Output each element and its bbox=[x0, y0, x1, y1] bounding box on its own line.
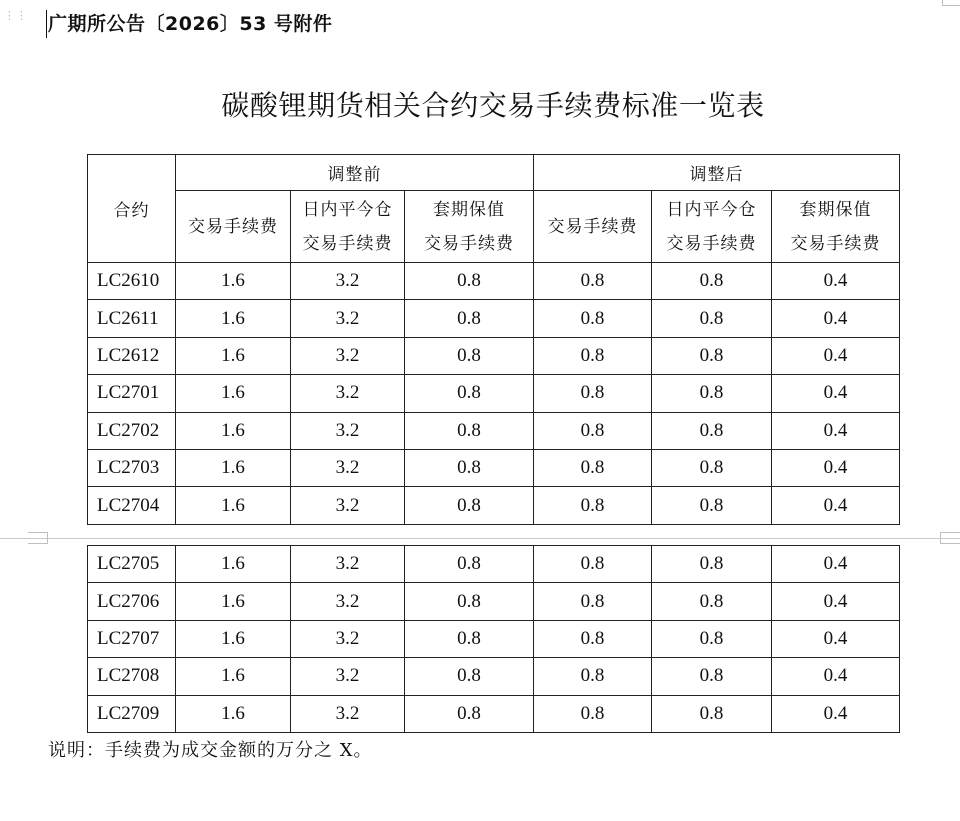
table-row bbox=[88, 487, 900, 524]
fee-cell: 0.8 bbox=[652, 375, 772, 412]
fee-cell: 0.8 bbox=[534, 263, 652, 300]
fee-cell: 1.6 bbox=[176, 375, 291, 412]
contract-cell: LC2705 bbox=[88, 546, 176, 583]
group-header-after: 调整后 bbox=[534, 155, 900, 191]
fee-cell: 0.8 bbox=[534, 375, 652, 412]
fee-cell: 0.8 bbox=[534, 658, 652, 695]
fee-cell: 0.8 bbox=[534, 300, 652, 337]
table-row bbox=[88, 412, 900, 449]
col-header-line2: 交易手续费 bbox=[424, 233, 514, 254]
fee-cell: 1.6 bbox=[176, 695, 291, 732]
page-break-mark-left bbox=[28, 532, 48, 544]
table-row bbox=[88, 337, 900, 374]
document-header: 广期所公告〔2026〕53 号附件 bbox=[48, 13, 333, 35]
col-header-after-0 bbox=[534, 191, 652, 263]
fee-cell: 0.8 bbox=[405, 546, 534, 583]
table-row bbox=[88, 546, 900, 583]
fee-cell: 0.4 bbox=[772, 300, 900, 337]
fee-cell: 0.8 bbox=[652, 263, 772, 300]
contract-cell: LC2612 bbox=[88, 337, 176, 374]
fee-cell: 1.6 bbox=[176, 487, 291, 524]
col-header-line2: 交易手续费 bbox=[302, 233, 393, 254]
fee-cell: 0.8 bbox=[405, 620, 534, 657]
drag-handle-icon[interactable]: ⋮⋮ bbox=[4, 9, 28, 22]
fee-cell: 0.8 bbox=[534, 620, 652, 657]
fee-cell: 0.4 bbox=[772, 546, 900, 583]
fee-cell: 3.2 bbox=[291, 449, 405, 486]
fee-cell: 0.8 bbox=[405, 337, 534, 374]
col-header-line1: 日内平今仓 bbox=[666, 199, 757, 220]
fee-cell: 0.8 bbox=[652, 695, 772, 732]
col-header-before-2 bbox=[405, 191, 534, 263]
fee-cell: 0.8 bbox=[652, 546, 772, 583]
table-row bbox=[88, 375, 900, 412]
fee-cell: 3.2 bbox=[291, 300, 405, 337]
contract-cell: LC2709 bbox=[88, 695, 176, 732]
col-header-line2: 交易手续费 bbox=[666, 233, 757, 254]
footnote: 说明：手续费为成交金额的万分之 X。 bbox=[48, 740, 373, 761]
fee-cell: 0.4 bbox=[772, 583, 900, 620]
fee-cell: 1.6 bbox=[176, 300, 291, 337]
fee-cell: 1.6 bbox=[176, 263, 291, 300]
col-header-line1: 套期保值 bbox=[799, 199, 872, 220]
table-row bbox=[88, 695, 900, 732]
fee-cell: 1.6 bbox=[176, 658, 291, 695]
fee-cell: 0.8 bbox=[405, 487, 534, 524]
fee-cell: 0.4 bbox=[772, 487, 900, 524]
col-header-after-2 bbox=[772, 191, 900, 263]
fee-cell: 0.8 bbox=[534, 583, 652, 620]
fee-cell: 0.8 bbox=[652, 300, 772, 337]
fee-cell: 1.6 bbox=[176, 583, 291, 620]
col-header-line1: 交易手续费 bbox=[188, 216, 278, 237]
contract-cell: LC2701 bbox=[88, 375, 176, 412]
contract-cell: LC2708 bbox=[88, 658, 176, 695]
fee-cell: 0.8 bbox=[652, 412, 772, 449]
table-row bbox=[88, 449, 900, 486]
fee-cell: 3.2 bbox=[291, 658, 405, 695]
fee-cell: 0.8 bbox=[534, 412, 652, 449]
fee-cell: 1.6 bbox=[176, 546, 291, 583]
contract-cell: LC2706 bbox=[88, 583, 176, 620]
fee-cell: 0.8 bbox=[405, 375, 534, 412]
fee-cell: 0.8 bbox=[534, 449, 652, 486]
fee-cell: 1.6 bbox=[176, 337, 291, 374]
fee-cell: 1.6 bbox=[176, 620, 291, 657]
fee-cell: 0.4 bbox=[772, 337, 900, 374]
sub-header-row bbox=[88, 191, 900, 263]
col-header-line1: 日内平今仓 bbox=[302, 199, 393, 220]
fee-cell: 0.8 bbox=[405, 449, 534, 486]
contract-cell: LC2704 bbox=[88, 487, 176, 524]
contract-cell: LC2703 bbox=[88, 449, 176, 486]
col-header-line1: 交易手续费 bbox=[547, 216, 638, 237]
fee-cell: 0.8 bbox=[405, 583, 534, 620]
fee-cell: 0.4 bbox=[772, 375, 900, 412]
fee-cell: 0.8 bbox=[534, 546, 652, 583]
fee-cell: 0.8 bbox=[405, 300, 534, 337]
fee-cell: 0.8 bbox=[652, 337, 772, 374]
fee-cell: 0.8 bbox=[652, 583, 772, 620]
fee-table-part2 bbox=[87, 545, 900, 733]
fee-cell: 0.8 bbox=[405, 263, 534, 300]
fee-cell: 0.4 bbox=[772, 658, 900, 695]
fee-cell: 0.8 bbox=[405, 695, 534, 732]
text-cursor bbox=[46, 10, 47, 38]
contract-cell: LC2610 bbox=[88, 263, 176, 300]
fee-cell: 0.4 bbox=[772, 263, 900, 300]
fee-cell: 0.8 bbox=[652, 620, 772, 657]
fee-cell: 0.8 bbox=[405, 658, 534, 695]
fee-cell: 3.2 bbox=[291, 375, 405, 412]
table-row bbox=[88, 300, 900, 337]
contract-cell: LC2611 bbox=[88, 300, 176, 337]
fee-cell: 1.6 bbox=[176, 412, 291, 449]
fee-cell: 0.4 bbox=[772, 620, 900, 657]
fee-cell: 0.8 bbox=[534, 337, 652, 374]
page-break-line bbox=[0, 538, 960, 539]
table-row bbox=[88, 620, 900, 657]
fee-cell: 3.2 bbox=[291, 263, 405, 300]
table-row bbox=[88, 263, 900, 300]
contract-cell: LC2707 bbox=[88, 620, 176, 657]
page-break-mark-right bbox=[940, 532, 960, 544]
fee-cell: 0.8 bbox=[534, 695, 652, 732]
fee-cell: 0.8 bbox=[652, 658, 772, 695]
group-header-before: 调整前 bbox=[176, 155, 534, 191]
page-title: 碳酸锂期货相关合约交易手续费标准一览表 bbox=[221, 89, 765, 122]
col-header-before-1 bbox=[291, 191, 405, 263]
col-header-line2: 交易手续费 bbox=[790, 233, 881, 254]
fee-cell: 0.4 bbox=[772, 695, 900, 732]
fee-cell: 3.2 bbox=[291, 583, 405, 620]
fee-cell: 1.6 bbox=[176, 449, 291, 486]
col-header-line1: 套期保值 bbox=[433, 199, 505, 220]
fee-cell: 3.2 bbox=[291, 546, 405, 583]
fee-cell: 0.8 bbox=[652, 449, 772, 486]
table-row bbox=[88, 583, 900, 620]
fee-cell: 0.8 bbox=[652, 487, 772, 524]
fee-cell: 0.4 bbox=[772, 412, 900, 449]
fee-cell: 3.2 bbox=[291, 412, 405, 449]
fee-table-part1 bbox=[87, 154, 900, 525]
fee-cell: 0.8 bbox=[405, 412, 534, 449]
fee-cell: 0.4 bbox=[772, 449, 900, 486]
contract-header: 合约 bbox=[88, 155, 176, 263]
fee-cell: 3.2 bbox=[291, 695, 405, 732]
page-corner-mark bbox=[942, 0, 960, 6]
fee-cell: 0.8 bbox=[534, 487, 652, 524]
col-header-before-0 bbox=[176, 191, 291, 263]
col-header-after-1 bbox=[652, 191, 772, 263]
fee-cell: 3.2 bbox=[291, 487, 405, 524]
fee-cell: 3.2 bbox=[291, 620, 405, 657]
contract-cell: LC2702 bbox=[88, 412, 176, 449]
fee-cell: 3.2 bbox=[291, 337, 405, 374]
table-row bbox=[88, 658, 900, 695]
